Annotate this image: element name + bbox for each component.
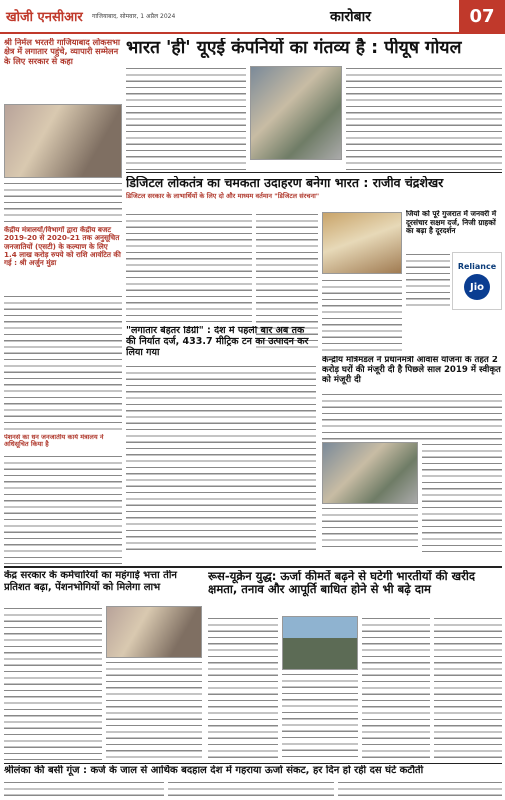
section-title: कारोबार [329, 8, 372, 25]
cabinet-body-2 [422, 442, 502, 552]
budget-body [4, 294, 122, 432]
telecom-body [406, 252, 450, 310]
budget-headline: केंद्रीय मंत्रालयों/विभागों द्वारा केंद्रीय बजट 2019-20 से 2020-21 तक अनुसूचित जनजातियों (एसटी) के कल्याण के लिए 1.4 लाख करोड़ रुपये को राशि आवंटित की गई : श्री अर्जुन मुंडा [4, 226, 121, 268]
cabinet-photo [322, 442, 418, 504]
da-photo [106, 606, 202, 658]
digital-subhead: डिजिटल सरकार के लाभार्थियों के लिए दो और माध्यम वर्तमान "डिजिटल संरचना" [126, 192, 320, 201]
budget-sub-headline: पेंशनर्स का धन जनजातीय कार्य मंत्रालय ने अधिसूचित किया है [4, 434, 104, 449]
russia-body-col2 [282, 672, 358, 760]
cabinet-story [322, 356, 502, 390]
budget-sub-story [4, 434, 122, 452]
telecom-story [406, 210, 502, 250]
lead-body-col1 [126, 66, 246, 170]
lanka-story [4, 765, 502, 779]
cabinet-body-3 [322, 506, 418, 552]
russia-body-col1 [208, 616, 278, 760]
lanka-headline: श्रीलंका की बसी गूंज : कर्ज के जाल से आर्थिक बदहाल देश में गहराया ऊर्जा संकट, हर दिन हो रही दस घंटे कटौती [4, 765, 424, 776]
russia-body-col3 [362, 616, 430, 760]
digital-body-col3 [322, 278, 402, 352]
newspaper-logo: खोजी एनसीआर [6, 10, 83, 25]
telecom-logos [452, 252, 502, 310]
da-headline: केंद्र सरकार के कर्मचारियों का महंगाई भत्ता तीन प्रतिशत बढ़ा, पेंशनभोगियों को मिलेगा लाभ [4, 570, 177, 593]
da-story [4, 570, 202, 604]
reliance-logo: Reliance [457, 262, 497, 271]
russia-headline: रूस-यूक्रेन युद्ध: ऊर्जा कीमतें बढ़ने से घटेगी भारतीयों की खरीद क्षमता, तनाव और आपूर्ति बाधित होने से भी बढ़े दाम [208, 570, 475, 597]
da-body-col2 [106, 660, 202, 760]
budget-sub-body [4, 454, 122, 564]
lanka-body-col1 [4, 780, 164, 800]
left-top-photo [4, 104, 122, 178]
dateline: गाजियाबाद, सोमवार, 1 अप्रैल 2024 [92, 13, 176, 20]
export-story [126, 326, 316, 362]
russia-story [208, 570, 502, 614]
lead-headline: भारत 'ही' यूएई कंपनियों का गंतव्य है : पीयूष गोयल [126, 38, 462, 58]
lead-story-headline-box [126, 38, 502, 64]
left-top-body [4, 181, 122, 223]
export-headline: "लगातार बेहतर डिग्री" : देश में पहली बार अब तक की निर्यात दर्ज, 433.7 मीट्रिक टन का उत्पादन कर लिया गया [126, 326, 309, 358]
budget-story [4, 226, 122, 292]
da-body-col1 [4, 606, 102, 760]
export-body [126, 364, 316, 552]
divider [126, 172, 502, 173]
lead-body-col2 [346, 66, 502, 170]
jio-logo: Jio [464, 274, 490, 300]
digital-body-col1 [126, 212, 252, 322]
lanka-body-col2 [168, 780, 334, 800]
digital-photo [322, 212, 402, 274]
cabinet-body [322, 392, 502, 440]
masthead [0, 0, 505, 34]
russia-body-col4 [434, 616, 502, 760]
divider-2 [4, 566, 502, 568]
lanka-body-col3 [338, 780, 502, 800]
left-top-story [4, 38, 122, 104]
divider-3 [4, 763, 502, 764]
page-number: 07 [459, 0, 505, 32]
left-top-headline: श्री निर्मल भरतरी गाजियाबाद लोकसभा क्षेत्र में लगातार पहुंचे, व्यापारी सम्मेलन के लिए सरकार से कहा [4, 38, 120, 66]
digital-story-head [126, 176, 502, 210]
lead-photo [250, 66, 342, 160]
digital-headline: डिजिटल लोकतंत्र का चमकता उदाहरण बनेगा भारत : राजीव चंद्रशेखर [126, 176, 444, 190]
telecom-headline: जियो को पूरे गुजरात में जनवरी में दूरसंचार सक्षम दर्ज, निजी ग्राहकों का बढ़ा है दूरदर्शन [406, 210, 497, 236]
cabinet-headline: केन्द्रीय मंत्रिमंडल ने प्रधानमंत्री आवास योजना के तहत 2 करोड़ घरों की मंजूरी दी है पिछले साल 2019 में स्वीकृत को मंजूरी दी [322, 356, 501, 385]
russia-photo [282, 616, 358, 670]
